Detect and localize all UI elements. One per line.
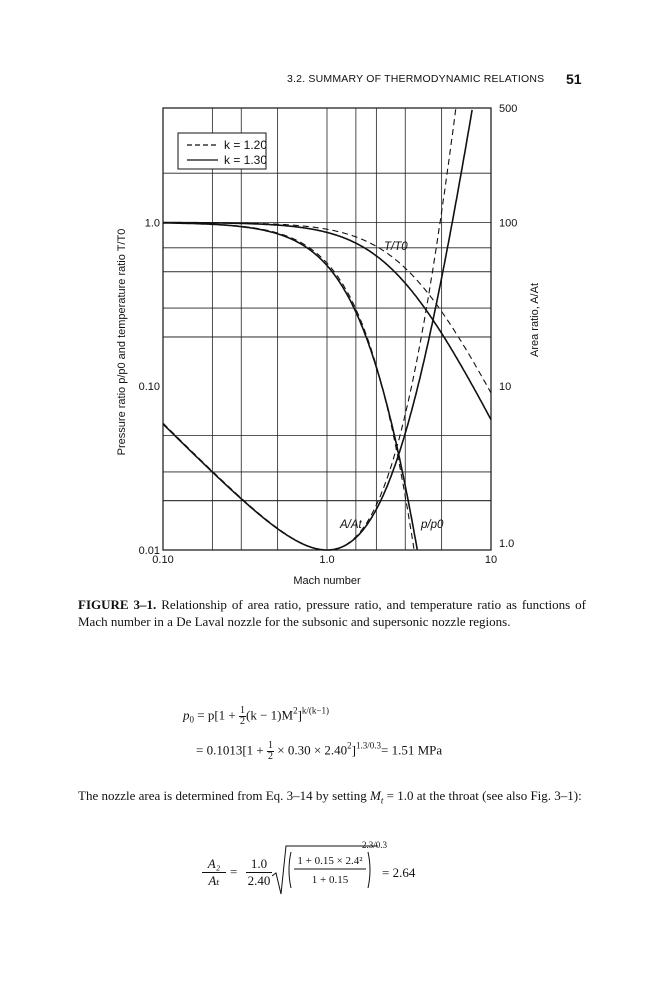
- para-after: = 1.0 at the throat (see also Fig. 3–1):: [383, 788, 582, 803]
- annotation-p-p0: p/p0: [421, 519, 444, 531]
- eq-p0-lhs: p: [183, 707, 190, 723]
- caption-label: FIGURE 3–1.: [78, 597, 157, 612]
- eq-num-b2: 2: [347, 740, 352, 751]
- x-tick-label: 1.0: [319, 554, 335, 566]
- y-left-tick-label: 0.01: [138, 545, 160, 557]
- eq-num-result: = 1.51 MPa: [381, 742, 443, 758]
- annotation-t-t0: T/T0: [384, 241, 408, 253]
- eq-p0-half: $\frac{1}{2}$: [240, 705, 245, 727]
- area-equals: =: [230, 864, 238, 879]
- series-a-at-k12: [163, 109, 456, 550]
- eq-p0-rhs-c: ]: [297, 707, 302, 723]
- running-head: 3.2. SUMMARY OF THERMODYNAMIC RELATIONS: [287, 73, 545, 85]
- area-inner-den: 1 + 0.15: [311, 874, 349, 886]
- body-paragraph: [78, 787, 586, 810]
- page-number: 51: [566, 71, 582, 87]
- y-right-tick-label: 100: [499, 217, 518, 230]
- chart-legend: [178, 133, 267, 169]
- legend-label-k120: k = 1.20: [224, 138, 268, 152]
- para-before: The nozzle area is determined from Eq. 3–14 by setting: [78, 788, 371, 803]
- eq-num-c: ]: [351, 742, 357, 758]
- eq-p0-exp: k/(k−1): [301, 705, 329, 716]
- eq-num-b: × 0.30 × 2.40: [274, 742, 348, 758]
- y-right-tick-label: 10: [499, 381, 512, 394]
- annotation-a-at: A/At: [340, 519, 362, 531]
- caption-text: Relationship of area ratio, pressure ratio, and temperature ratio as functions of Mach number in a De Laval nozzle for the subsonic and supersonic nozzle regions.: [78, 597, 586, 629]
- eq-num-exp: 1.3/0.3: [356, 740, 382, 751]
- series-a-at-k13: [163, 110, 472, 550]
- eq-num-half: $\frac{1}{2}$: [268, 740, 273, 762]
- eq-p0-rhs-a: = p[1 +: [194, 707, 239, 723]
- area-inner-num: 1 + 0.15 × 2.4²: [297, 855, 363, 867]
- legend-label-k130: k = 1.30: [224, 153, 268, 167]
- y-left-tick-label: 1.0: [144, 217, 160, 230]
- x-tick-label: 10: [484, 554, 498, 566]
- y-left-tick-label: 0.10: [138, 381, 160, 394]
- area-coefficient: 1.0 2.40: [247, 856, 271, 888]
- y-axis-label-left: Pressure ratio p/p0 and temperature ratio T/T0: [116, 228, 128, 456]
- equation-area-ratio: [202, 842, 542, 912]
- eq-num-a: = 0.1013[1 +: [196, 742, 267, 758]
- y-right-tick-label: 1.0: [499, 538, 515, 550]
- y-axis-label-right: Area ratio, A/At: [529, 283, 541, 357]
- x-axis-label: Mach number: [293, 575, 361, 587]
- area-exp: 2.3/0.3: [362, 840, 388, 850]
- para-var: M: [370, 788, 381, 803]
- page-header: [0, 72, 660, 92]
- para-var-sub: t: [380, 795, 384, 806]
- figure-chart: [0, 95, 660, 595]
- equation-p0-numeric: [196, 741, 442, 762]
- eq-p0-rhs-b: (k − 1)M: [246, 707, 294, 723]
- area-result: = 2.64: [382, 865, 416, 880]
- chart-grid: [163, 108, 491, 550]
- x-tick-label: 0.10: [152, 554, 174, 566]
- equation-p0: [183, 706, 329, 727]
- eq-p0-lhs-sub: 0: [189, 714, 194, 725]
- figure-caption: [78, 596, 586, 630]
- y-right-tick-label: 500: [499, 103, 518, 115]
- area-radical: [272, 842, 378, 900]
- eq-p0-rhs-b2: 2: [293, 705, 298, 716]
- area-lhs: A₂ Aₜ: [202, 856, 226, 889]
